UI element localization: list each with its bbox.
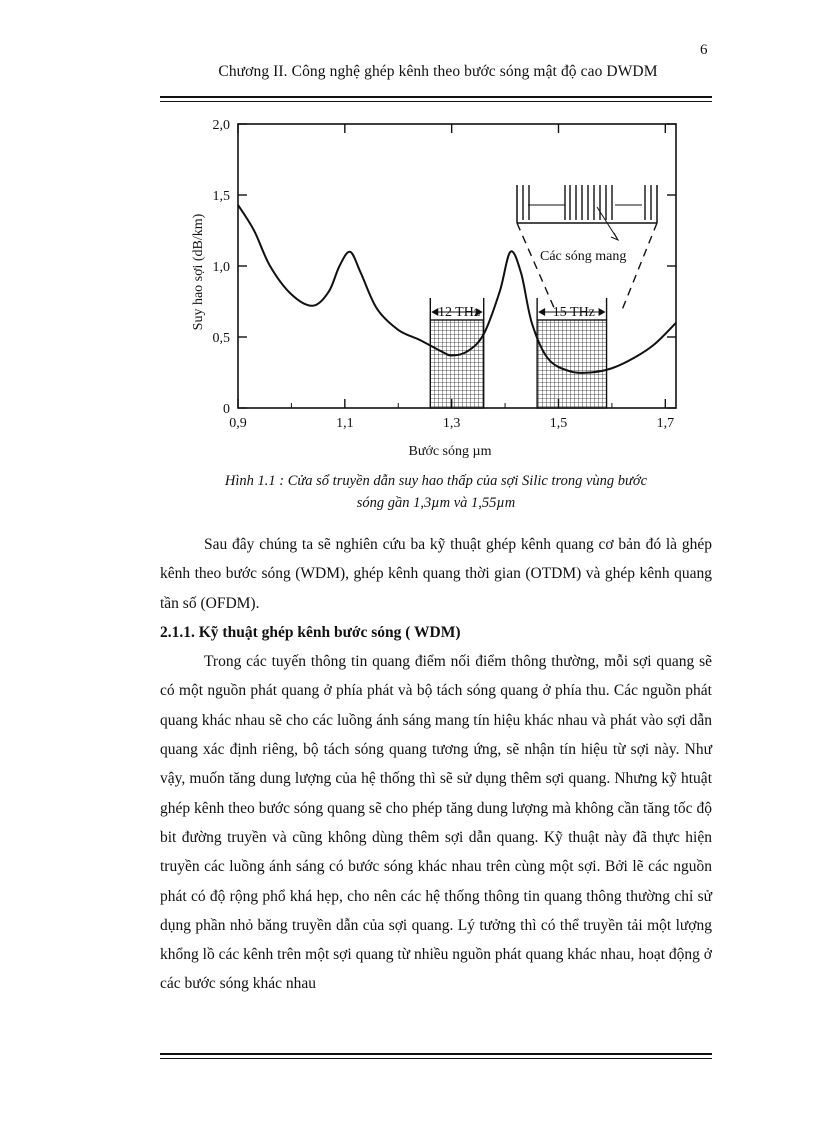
y-tick-label: 2,0	[212, 118, 230, 133]
page-number: 6	[700, 42, 708, 58]
y-tick-label: 1,5	[212, 189, 230, 204]
x-tick-label: 0,9	[229, 416, 247, 431]
window-2-hatch	[537, 320, 606, 408]
x-tick-label: 1,3	[442, 416, 461, 431]
y-tick-label: 0,5	[212, 331, 230, 346]
paragraph-wdm: Trong các tuyến thông tin quang điểm nối điểm thông thường, mỗi sợi quang sẽ có một nguồn phát quang ở phía phát và bộ tách sóng quang ở phía thu. Các nguồn phát quang khác nhau sẽ cho các luồng ánh sáng mang tín hiệu khác nhau và phát vào sợi dẫn quang xác định riêng, bộ tách sóng quang tương ứng, sẽ nhận tín hiệu từ sợi này. Như vậy, muốn tăng dung lượng của hệ thống thì sẽ sử dụng thêm sợi quang. Nhưng kỹ htuật ghép kênh theo bước sóng quang sẽ cho phép tăng dung lượng mà không cần tăng tốc độ bit đường truyền và cũng không dùng thêm sợi dẫn quang. Kỹ thuật này đã thực hiện truyền các luồng ánh sáng có bước sóng khác nhau trên cùng một sợi. Bởi lẽ các nguồn phát có độ rộng phổ khá hẹp, cho nên các hệ thống thông tin quang thông thường chỉ sử dụng phần nhỏ băng truyền dẫn của sợi quang. Lý tưởng thì có thể truyền tải một lượng khổng lồ các kênh trên một sợi quang từ nhiều nguồn phát quang khác nhau, hoạt động ở các bước sóng khác nhau	[160, 653, 712, 993]
y-axis-label: Suy hao sợi (dB/km)	[191, 213, 206, 331]
window-2-arrow-right	[599, 308, 606, 316]
x-tick-label: 1,5	[549, 416, 568, 431]
running-header: Chương II. Công nghệ ghép kênh theo bước sóng mật độ cao DWDM	[218, 63, 658, 80]
body-text	[160, 530, 712, 999]
y-tick-label: 1,0	[212, 260, 230, 275]
window-1-label: 12 THz	[437, 305, 481, 320]
window-1-hatch	[430, 320, 483, 408]
caption-line-2: sóng gần 1,3µm và 1,55µm	[356, 495, 516, 511]
header-rule-thin	[160, 101, 712, 102]
carrier-label: Các sóng mang	[540, 249, 627, 264]
paragraph-intro: Sau đây chúng ta sẽ nghiên cứu ba kỹ thuật ghép kênh quang cơ bản đó là ghép kênh theo bước sóng (WDM), ghép kênh quang thời gian (OTDM) và ghép kênh quang tần số (OFDM).	[160, 536, 712, 612]
window-2-label: 15 THz	[552, 305, 595, 320]
x-tick-label: 1,1	[336, 416, 354, 431]
x-axis-label: Bước sóng µm	[408, 444, 492, 459]
attenuation-figure	[190, 110, 690, 460]
x-tick-label: 1,7	[656, 416, 675, 431]
window-2-arrow-left	[538, 308, 545, 316]
footer-rule-thick	[160, 1053, 712, 1055]
y-tick-label: 0	[223, 402, 230, 417]
footer-rule-thin	[160, 1058, 712, 1059]
carrier-inset	[517, 185, 657, 310]
attenuation-chart	[190, 110, 690, 460]
section-heading: 2.1.1. Kỹ thuật ghép kênh bước sóng ( WDM)	[160, 623, 461, 641]
figure-caption	[160, 470, 712, 514]
header-rule-thick	[160, 96, 712, 98]
caption-line-1: Hình 1.1 : Cửa sổ truyền dẫn suy hao thấp của sợi Silic trong vùng bước	[224, 473, 648, 489]
